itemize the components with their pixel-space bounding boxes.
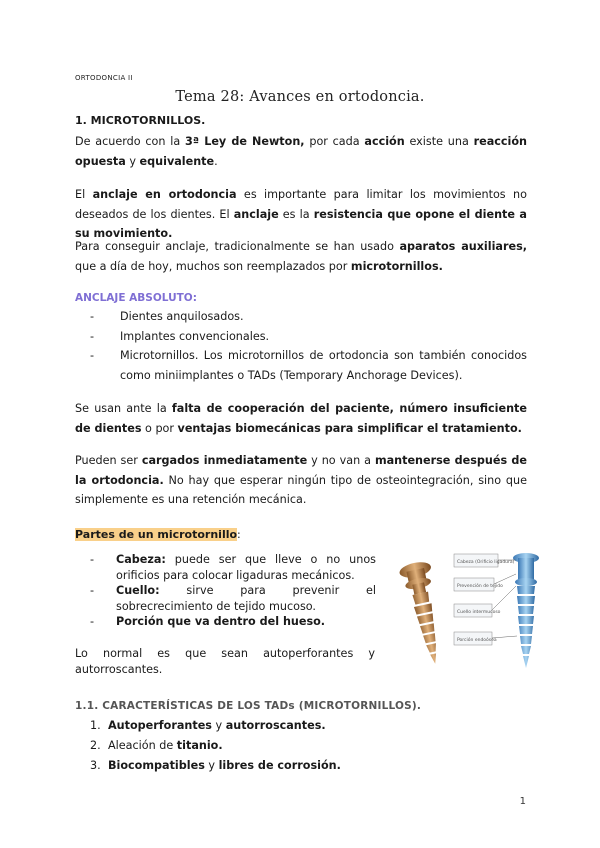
figure-label: Cabeza (Orificio ligadura)	[457, 560, 515, 565]
page-number: 1	[519, 796, 526, 807]
blue-screw-icon	[513, 553, 539, 668]
page-title: Tema 28: Avances en ortodoncia.	[175, 89, 425, 105]
list-item: - Implantes convencionales.	[90, 329, 270, 343]
list-item: - Cuello: sirve para prevenir el sobrecrecimiento de tejido mucoso.	[90, 584, 376, 613]
partes-note: Lo normal es que sean autoperforantes y autorroscantes.	[75, 647, 375, 676]
anclaje-absoluto-heading: ANCLAJE ABSOLUTO:	[75, 292, 197, 304]
figure-label: Cuello intermucoso	[457, 610, 501, 615]
list-item: 3. Biocompatibles y libres de corrosión.	[90, 759, 341, 772]
figure-label: Prevención de tejido	[457, 584, 503, 589]
list-item: - Microtornillos. Los microtornillos de ortodoncia son también conocidos como miniimplantes o TADs (Temporary Anchorage Devices).	[90, 349, 527, 382]
paragraph-newton: De acuerdo con la 3ª Ley de Newton, por cada acción existe una reacción opuesta y equivalente.	[75, 135, 527, 168]
paragraph-aparatos: Para conseguir anclaje, tradicionalmente se han usado aparatos auxiliares, que a día de hoy, muchos son reemplazados por microtornillos.	[75, 240, 527, 273]
figure-label: Porción endoósea	[457, 638, 497, 643]
partes-heading: Partes de un microtornillo:	[75, 528, 241, 541]
section-heading: 1. MICROTORNILLOS.	[75, 114, 206, 127]
list-item: - Porción que va dentro del hueso.	[90, 615, 326, 628]
anclaje-list	[90, 307, 527, 385]
partes-list	[90, 552, 376, 630]
microscrew-figure	[384, 546, 562, 678]
tads-list	[90, 716, 341, 776]
microscrew-illustration	[384, 546, 562, 678]
paragraph-carga: Pueden ser cargados inmediatamente y no van a mantenerse después de la ortodoncia. No hay que esperar ningún tipo de osteointegración, sino que simplemente es una retención mecánica.	[75, 454, 528, 506]
section-1-1-heading: 1.1. CARACTERÍSTICAS DE LOS TADs (MICROTORNILLOS).	[75, 700, 422, 712]
gold-screw-icon	[398, 560, 451, 667]
list-item: - Cabeza: puede ser que lleve o no unos orificios para colocar ligaduras mecánicos.	[90, 553, 376, 582]
list-item: 2. Aleación de titanio.	[90, 739, 223, 752]
list-item: 1. Autoperforantes y autorroscantes.	[90, 719, 326, 732]
paragraph-uso: Se usan ante la falta de cooperación del paciente, número insuficiente de dientes o por ventajas biomecánicas para simplificar el tratamiento.	[75, 402, 527, 435]
document-header: ORTODONCIA II	[75, 74, 133, 82]
list-item: - Dientes anquilosados.	[90, 310, 244, 323]
paragraph-anclaje: El anclaje en ortodoncia es importante para limitar los movimientos no deseados de los dientes. El anclaje es la resistencia que opone el diente a su movimiento.	[75, 188, 527, 240]
